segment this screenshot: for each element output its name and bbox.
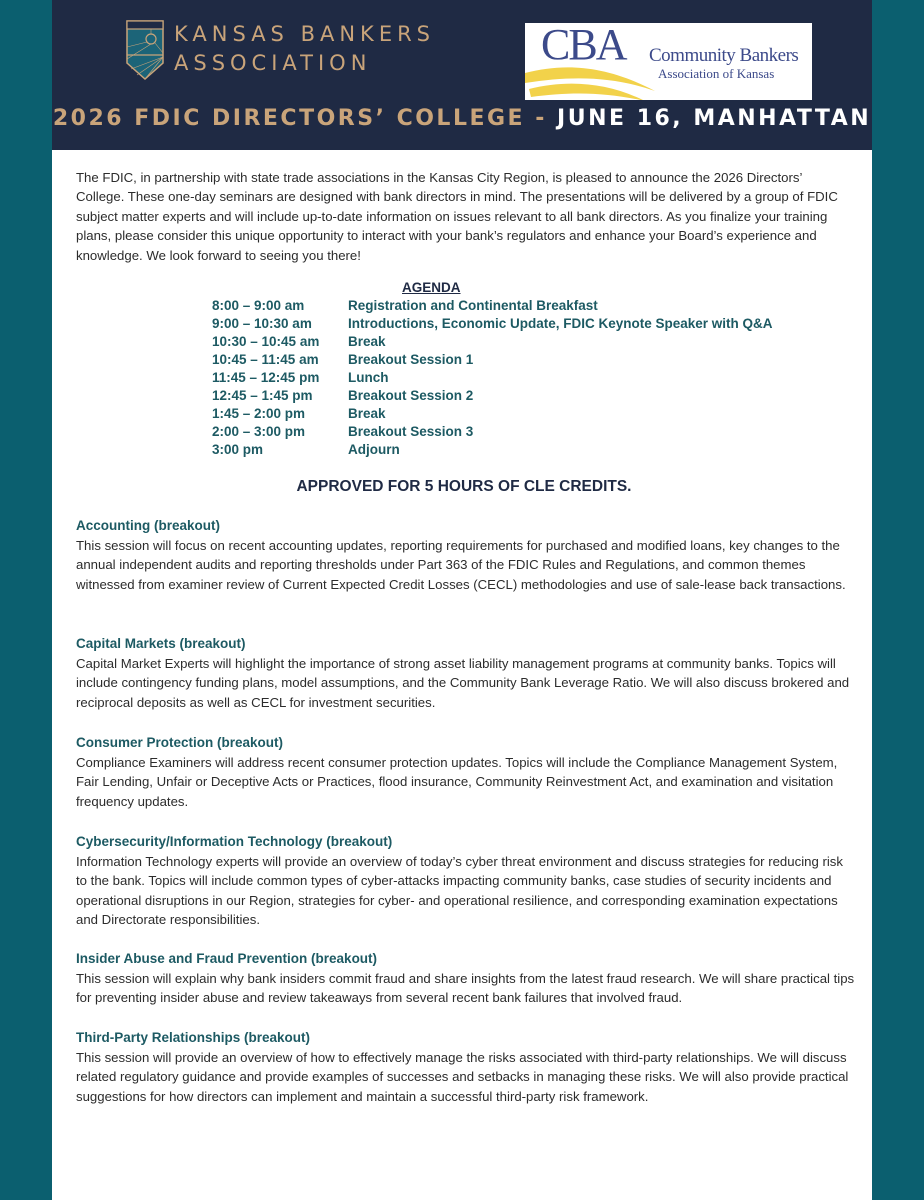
kba-line-1: KANSAS BANKERS bbox=[174, 22, 436, 46]
agenda-event: Registration and Continental Breakfast bbox=[348, 298, 598, 313]
session-description: This session will focus on recent accounting updates, reporting requirements for purchased and modified loans, key changes to the annual independent audits and reporting thresholds under Part 363 of the FDIC Rules and Regulations, and common themes witnessed from examiner review of Current Expected Credit Losses (CECL) methodologies and use of sale-lease back transactions. bbox=[76, 537, 846, 592]
agenda-time: 2:00 – 3:00 pm bbox=[212, 424, 306, 439]
session-title: Third-Party Relationships (breakout) bbox=[76, 1030, 311, 1045]
kba-shield-logo bbox=[125, 19, 165, 81]
agenda-time: 10:45 – 11:45 am bbox=[212, 352, 319, 367]
kba-line-2: ASSOCIATION bbox=[174, 51, 372, 75]
agenda-event: Breakout Session 2 bbox=[348, 388, 474, 403]
session-title: Cybersecurity/Information Technology (breakout) bbox=[76, 834, 393, 849]
agenda-time: 11:45 – 12:45 pm bbox=[212, 370, 320, 385]
session-description: Capital Market Experts will highlight the importance of strong asset liability management programs at community banks. Topics will include contingency funding plans, model assumptions, and the Community Bank Leverage Ratio. We will also discuss brokered and reciprocal deposits as well as CECL for investment securities. bbox=[76, 655, 850, 710]
session-description: This session will explain why bank insiders commit fraud and share insights from the latest fraud research. We will share practical tips for preventing insider abuse and review takeaways from several recent bank failures that involved fraud. bbox=[76, 970, 855, 1005]
cba-logo bbox=[525, 23, 812, 100]
header-banner bbox=[52, 0, 872, 150]
agenda-event: Break bbox=[348, 406, 386, 421]
session-description: Information Technology experts will provide an overview of today’s cyber threat environment and discuss strategies for reducing risk to the bank. Topics will include common types of cyber-attacks impacting community banks, case studies of security incidents and operational disruptions in our Region, strategies for cyber- and operational resilience, and corresponding examination expectations and Directorate responsibilities. bbox=[76, 853, 843, 927]
agenda-time: 1:45 – 2:00 pm bbox=[212, 406, 306, 421]
content bbox=[76, 168, 855, 1104]
agenda-event: Lunch bbox=[348, 370, 389, 385]
agenda-time: 3:00 pm bbox=[212, 442, 264, 457]
agenda-title: AGENDA bbox=[402, 280, 461, 295]
session-accounting bbox=[76, 516, 856, 594]
agenda-event: Break bbox=[348, 334, 386, 349]
session-third-party bbox=[76, 1028, 856, 1106]
session-title: Capital Markets (breakout) bbox=[76, 636, 246, 651]
event-title bbox=[52, 106, 872, 131]
session-title: Insider Abuse and Fraud Prevention (breakout) bbox=[76, 951, 378, 966]
event-title-name: 2026 FDIC DIRECTORS’ COLLEGE - bbox=[52, 106, 558, 131]
cba-name: Community Bankers bbox=[649, 45, 799, 66]
agenda-event: Breakout Session 1 bbox=[348, 352, 474, 367]
cba-mark: CBA bbox=[541, 23, 626, 69]
cle-credits-notice: APPROVED FOR 5 HOURS OF CLE CREDITS. bbox=[296, 478, 632, 495]
session-title: Consumer Protection (breakout) bbox=[76, 735, 284, 750]
session-capital-markets bbox=[76, 634, 856, 712]
cba-subtitle: Association of Kansas bbox=[658, 66, 775, 81]
agenda-event: Breakout Session 3 bbox=[348, 424, 474, 439]
agenda-time: 8:00 – 9:00 am bbox=[212, 298, 305, 313]
intro-paragraph: The FDIC, in partnership with state trade associations in the Kansas City Region, is pleased to announce the 2026 Directors’ College. These one-day seminars are designed with bank directors in mind. The presentations will be delivered by a group of FDIC subject matter experts and will include up-to-date information on issues relevant to all bank directors. As you finalize your training plans, please consider this unique opportunity to interact with your bank’s regulators and enhance your Board’s experience and knowledge. We look forward to seeing you there! bbox=[76, 170, 838, 263]
agenda-time: 12:45 – 1:45 pm bbox=[212, 388, 313, 403]
agenda-time: 9:00 – 10:30 am bbox=[212, 316, 312, 331]
agenda-time: 10:30 – 10:45 am bbox=[212, 334, 320, 349]
document-page bbox=[52, 0, 872, 1200]
kba-wordmark bbox=[174, 20, 435, 78]
session-description: Compliance Examiners will address recent consumer protection updates. Topics will include the Compliance Management System, Fair Lending, Unfair or Deceptive Acts or Practices, flood insurance, Community Reinvestment Act, and examination and visitation frequency updates. bbox=[76, 754, 838, 809]
session-cybersecurity bbox=[76, 832, 856, 930]
agenda-event: Introductions, Economic Update, FDIC Keynote Speaker with Q&A bbox=[348, 316, 773, 331]
agenda-event: Adjourn bbox=[348, 442, 400, 457]
session-consumer-protection bbox=[76, 733, 856, 811]
session-insider-abuse bbox=[76, 949, 856, 1008]
session-title: Accounting (breakout) bbox=[76, 518, 220, 533]
event-title-date-location: JUNE 16, MANHATTAN bbox=[557, 106, 872, 131]
session-description: This session will provide an overview of how to effectively manage the risks associated with third-party relationships. We will discuss related regulatory guidance and provide examples of successes and setbacks in managing these risks. We will also provide practical suggestions for how directors can implement and maintain a successful third-party risk framework. bbox=[76, 1049, 849, 1104]
